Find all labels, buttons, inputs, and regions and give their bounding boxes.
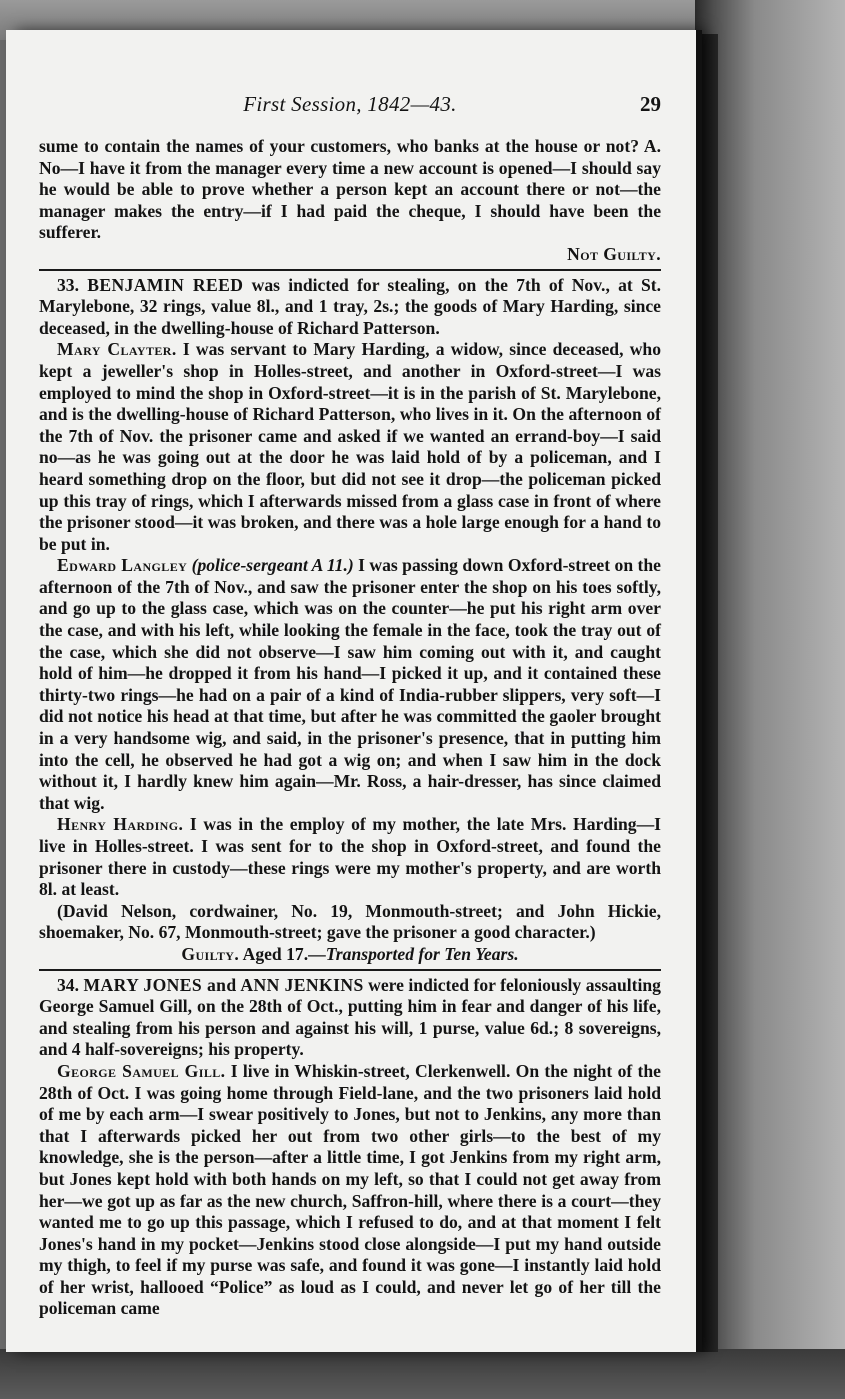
page-content: [39, 92, 661, 1320]
running-title: First Session, 1842—43.: [243, 92, 457, 116]
case-33: [39, 275, 661, 966]
case-33-indictment-text: was indicted for stealing, on the 7th of Nov., at St. Marylebone, 32 rings, value 8l., and 1 tray, 2s.; the goods of Mary Harding, since deceased, in the dwelling-house of Richard Patterson.: [39, 274, 662, 338]
case-32-tail: [39, 136, 661, 266]
testimony-text: I was servant to Mary Harding, a widow, since deceased, who kept a jeweller's shop in Holles-street, and another in Oxford-street—I was employed to mind the shop in Oxford-street—it is in the parish of St. Marylebone, and is the dwelling-house of Richard Patterson, who lives in it. On the afternoon of the 7th of Nov. the prisoner came and asked if we wanted an errand-boy—I said no—as he was going out at the door he was laid hold of by a policeman, and I heard something drop on the floor, but did not see it drop—the policeman picked up this tray of rings, which I afterwards missed from a glass case in front of where the prisoner stood—it was broken, and there was a hole large enough for a hand to be put in.: [39, 339, 661, 554]
running-head: [39, 92, 661, 128]
book-page: [6, 30, 696, 1352]
testimony-text: I live in Whiskin-street, Clerkenwell. On the night of the 28th of Oct. I was going home through Field-lane, and the two prisoners laid hold of me by each arm—I swear positively to Jones, but not to Jenkins, any more than that I afterwards picked her out from two other girls—to the best of my knowledge, she is the person—after a little time, I got Jenkins from my right arm, but Jones kept hold with both hands on my left, so that I could not get away from her—we got up as far as the new church, Saffron-hill, where there is a court—they wanted me to go up this passage, which I refused to do, and at that moment I felt Jones's hand in my pocket—Jenkins stood close alongside—I put my hand outside my thigh, to feel if my purse was safe, and found it was gone—I instantly laid hold of her wrist, hallooed “Police” as loud as I could, and never let go of her till the policeman came: [39, 1060, 661, 1319]
character-witnesses: (David Nelson, cordwainer, No. 19, Monmouth-street; and John Hickie, shoemaker, No. 67, Monmouth-street; gave the prisoner a good character.): [39, 900, 661, 943]
case-34-indictment-text: were indicted for feloniously assaulting George Samuel Gill, on the 28th of Oct., putting him in fear and danger of his life, and stealing from his person and against his will, 1 purse, value 6d.; 8 sovereigns, and 4 half-sovereigns; his property.: [39, 974, 661, 1060]
witness-name: George Samuel Gill.: [57, 1060, 226, 1081]
case-33-indictment: [39, 275, 661, 340]
case-34-indictment: [39, 975, 661, 1061]
page-number: 29: [640, 92, 661, 116]
case-33-verdict-line: [39, 944, 661, 966]
testimony-mary-clayter: [39, 339, 661, 555]
witness-name: Mary Clayter.: [57, 339, 177, 360]
case-34: [39, 975, 661, 1321]
testimony-george-samuel-gill: [39, 1061, 661, 1320]
scanner-backdrop-bottom: [0, 1349, 845, 1399]
testimony-text: I was passing down Oxford-street on the afternoon of the 7th of Nov., and saw the prisoner enter the shop on his toes softly, and go up to the glass case, which was on the counter—he put his right arm over the case, and with his left, while looking the female in the face, took the tray out of the case, which she did not observe—I saw him coming out with it, and caught hold of him—he dropped it from his hand—I picked it up, and it contained these thirty-two rings—he had on a pair of a kind of India-rubber slippers, very soft—I did not notice his head at that time, but after he was committed the gaoler brought in a very handsome wig, and said, in the prisoner's presence, that in putting him into the cell, he observed he had got a wig on; and when I saw him in the dock without it, I hardly knew him again—Mr. Ross, a hair-dresser, has since claimed that wig.: [39, 555, 661, 813]
case-divider: [39, 269, 661, 271]
case-33-verdict: Guilty.: [181, 943, 240, 964]
case-33-age: Aged 17.—: [242, 943, 326, 964]
case-33-defendant: BENJAMIN REED: [87, 274, 244, 295]
case-divider: [39, 969, 661, 971]
witness-role: (police-sergeant A 11.): [191, 555, 354, 576]
case-33-sentence: Transported for Ten Years.: [325, 943, 519, 964]
witness-name: Henry Harding.: [57, 814, 184, 835]
case-32-testimony: sume to contain the names of your customers, who banks at the house or not? A. No—I have it from the manager every time a new account is opened—I should say he would be able to prove whether a person kept an account there or not—the manager makes the entry—if I had paid the cheque, I should have been the sufferer.: [39, 136, 661, 243]
case-34-defendants: MARY JONES and ANN JENKINS: [83, 974, 364, 995]
testimony-edward-langley: [39, 555, 661, 814]
testimony-text: I was in the employ of my mother, the late Mrs. Harding—I live in Holles-street. I was sent for to the shop in Oxford-street, and found the prisoner there in custody—these rings were my mother's property, and are worth 8l. at least.: [39, 814, 662, 900]
case-32-verdict-line: [39, 244, 661, 266]
testimony-henry-harding: [39, 814, 661, 900]
case-32-verdict: Not Guilty.: [567, 243, 661, 264]
witness-name: Edward Langley: [57, 555, 188, 576]
page-edge-shadow: [694, 34, 718, 1352]
case-34-number: 34.: [57, 974, 79, 995]
case-33-number: 33.: [57, 274, 79, 295]
